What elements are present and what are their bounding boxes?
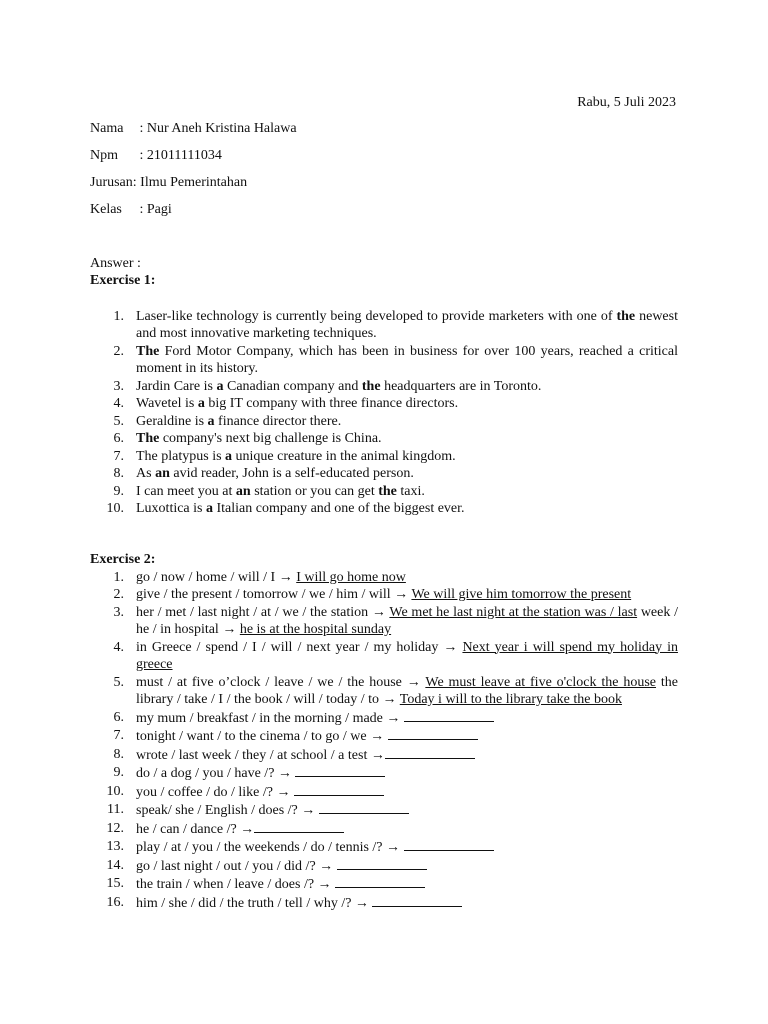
item-answer: We must leave at five o'clock the house <box>425 674 657 690</box>
item-number: 5. <box>113 674 124 690</box>
item-text: avid reader, John is a self-educated person. <box>169 466 414 481</box>
identity-key: Npm <box>90 148 118 163</box>
article-answer: a <box>225 448 233 464</box>
item-number: 7. <box>113 448 124 464</box>
exercise-2-title: Exercise 2: <box>90 552 156 567</box>
exercise-2-item <box>90 674 678 709</box>
exercise-1 <box>90 272 678 518</box>
item-answer: I will go home now <box>296 569 406 585</box>
article-answer: the <box>378 483 397 499</box>
identity-value: Nur Aneh Kristina Halawa <box>146 121 297 136</box>
exercise-1-item <box>90 448 678 466</box>
item-question: the train / when / leave / does /? → <box>136 877 336 892</box>
item-text: Jardin Care is <box>136 378 217 394</box>
identity-separator: : <box>136 202 147 217</box>
item-question: her / met / last night / at / we / the station → <box>136 604 390 620</box>
item-number: 13. <box>106 839 124 854</box>
item-number: 16. <box>106 894 124 910</box>
exercise-2-list <box>90 569 678 913</box>
item-number: 4. <box>113 639 124 655</box>
item-text: unique creature in the animal kingdom. <box>232 448 456 464</box>
article-answer: a <box>197 396 205 411</box>
identity-row-nama <box>90 120 297 147</box>
item-question: he / can / dance /? → <box>136 821 255 837</box>
item-question: wrote / last week / they / at school / a test → <box>136 747 385 763</box>
item-question: the library / take / I / the book / will / today / to → <box>136 674 678 707</box>
article-answer: a <box>206 501 213 516</box>
exercise-1-item <box>90 395 678 413</box>
item-text: company's next big challenge is China. <box>159 431 382 446</box>
identity-row-npm <box>90 147 297 174</box>
item-number: 6. <box>113 709 124 725</box>
identity-row-jurusan <box>90 174 297 201</box>
article-answer: the <box>616 308 636 324</box>
article-answer: an <box>235 483 251 499</box>
exercise-2-item <box>90 857 678 876</box>
article-answer: a <box>216 378 224 394</box>
item-question: in Greece / spend / I / will / next year / my holiday → <box>136 639 463 655</box>
exercise-2-item <box>90 569 678 587</box>
item-text: The platypus is <box>136 448 226 464</box>
item-question: play / at / you / the weekends / do / tennis /? → <box>136 840 404 855</box>
answer-blank <box>295 764 385 777</box>
item-question: do / a dog / you / have /? → <box>136 766 296 781</box>
document-date: Rabu, 5 Juli 2023 <box>577 95 676 110</box>
exercise-1-item <box>90 465 678 483</box>
answer-blank <box>337 857 427 870</box>
item-number: 6. <box>113 431 124 446</box>
item-number: 3. <box>113 604 124 620</box>
exercise-1-item <box>90 483 678 501</box>
exercise-2-item <box>90 639 678 674</box>
exercise-2-item <box>90 894 678 913</box>
item-text: Luxottica is <box>136 501 206 516</box>
item-question: go / now / home / will / I → <box>136 569 297 585</box>
exercise-2-item <box>90 838 678 857</box>
article-answer: The <box>136 431 160 446</box>
exercise-1-list <box>90 308 678 518</box>
item-text: finance director there. <box>214 413 342 429</box>
exercise-2-item <box>90 586 678 604</box>
item-text: Italian company and one of the biggest ever. <box>213 501 465 516</box>
identity-key: Nama <box>90 121 124 136</box>
item-number: 14. <box>106 857 124 873</box>
answer-label: Answer : <box>90 256 141 271</box>
exercise-2-item <box>90 604 678 639</box>
answer-blank <box>294 783 384 796</box>
answer-blank <box>254 820 344 833</box>
exercise-1-item <box>90 500 678 518</box>
item-number: 7. <box>113 728 124 743</box>
item-text: As <box>136 466 156 481</box>
item-text: I can meet you at <box>136 483 236 499</box>
article-answer: The <box>136 343 160 359</box>
item-question: you / coffee / do / like /? → <box>136 784 294 800</box>
exercise-2 <box>90 551 678 912</box>
item-text: taxi. <box>396 483 425 499</box>
item-number: 1. <box>113 569 124 585</box>
identity-value: 21011111034 <box>146 148 222 163</box>
answer-blank <box>319 801 409 814</box>
item-question: him / she / did / the truth / tell / why /? → <box>136 895 373 911</box>
item-answer: We met he last night at the station was / last <box>389 604 638 620</box>
item-question: my mum / breakfast / in the morning / made → <box>136 710 404 726</box>
item-number: 1. <box>113 308 124 324</box>
answer-blank <box>404 838 494 851</box>
item-question: give / the present / tomorrow / we / him / will → <box>136 587 412 602</box>
item-number: 5. <box>113 413 124 429</box>
item-number: 9. <box>113 765 124 780</box>
item-answer: Today i will to the library take the book <box>399 692 622 707</box>
exercise-2-item <box>90 727 678 746</box>
item-number: 15. <box>106 876 124 891</box>
exercise-2-item <box>90 746 678 765</box>
item-question: must / at five o’clock / leave / we / the house → <box>136 674 426 690</box>
exercise-1-item <box>90 430 678 448</box>
answer-blank <box>372 894 462 907</box>
identity-value: Ilmu Pemerintahan <box>140 175 248 190</box>
item-text: headquarters are in Toronto. <box>380 378 542 394</box>
item-text: big IT company with three finance directors. <box>204 396 459 411</box>
identity-row-kelas <box>90 201 297 228</box>
item-text: newest and most innovative marketing techniques. <box>136 308 678 341</box>
item-text: Laser-like technology is currently being developed to provide marketers with one of <box>136 308 617 324</box>
article-answer: a <box>207 413 215 429</box>
answer-blank <box>404 709 494 722</box>
exercise-1-title: Exercise 1: <box>90 273 156 288</box>
item-answer: Next year i will spend my holiday in greece <box>136 639 678 672</box>
answer-blank <box>385 746 475 759</box>
exercise-2-item <box>90 820 678 839</box>
answer-blank <box>388 727 478 740</box>
item-question: week / he / in hospital → <box>136 604 678 637</box>
item-question: tonight / want / to the cinema / to go / we → <box>136 729 388 744</box>
article-answer: an <box>155 466 170 481</box>
item-text: Canadian company and <box>223 378 362 394</box>
article-answer: the <box>361 378 381 394</box>
item-text: Wavetel is <box>136 396 198 411</box>
identity-separator: : <box>136 121 147 136</box>
item-answer: We will give him tomorrow the present <box>411 587 632 602</box>
exercise-2-item <box>90 783 678 802</box>
exercise-2-item <box>90 764 678 783</box>
identity-key: Jurusan <box>90 175 133 190</box>
item-number: 9. <box>113 483 124 499</box>
item-number: 10. <box>106 783 124 799</box>
item-number: 11. <box>107 802 124 817</box>
exercise-1-item <box>90 308 678 343</box>
item-number: 2. <box>113 587 124 602</box>
item-text: Geraldine is <box>136 413 208 429</box>
item-number: 2. <box>113 343 124 359</box>
answer-blank <box>335 875 425 888</box>
exercise-2-item <box>90 875 678 894</box>
item-number: 3. <box>113 378 124 394</box>
identity-key: Kelas <box>90 202 122 217</box>
item-text: Ford Motor Company, which has been in business for over 100 years, reached a critical moment in its history. <box>136 343 678 376</box>
identity-separator: : <box>136 148 147 163</box>
identity-value: Pagi <box>146 202 172 217</box>
item-question: go / last night / out / you / did /? → <box>136 858 337 874</box>
identity-separator: : <box>132 175 141 190</box>
item-number: 12. <box>106 820 124 836</box>
item-number: 8. <box>113 466 124 481</box>
item-question: speak/ she / English / does /? → <box>136 803 319 818</box>
item-text: station or you can get <box>250 483 379 499</box>
exercise-2-item <box>90 801 678 820</box>
exercise-1-item <box>90 413 678 431</box>
item-number: 4. <box>113 396 124 411</box>
item-answer: he is at the hospital sunday <box>239 622 392 637</box>
exercise-1-item <box>90 343 678 378</box>
exercise-1-item <box>90 378 678 396</box>
item-number: 8. <box>113 746 124 762</box>
identity-block <box>90 120 297 228</box>
item-number: 10. <box>106 501 124 516</box>
exercise-2-item <box>90 709 678 728</box>
